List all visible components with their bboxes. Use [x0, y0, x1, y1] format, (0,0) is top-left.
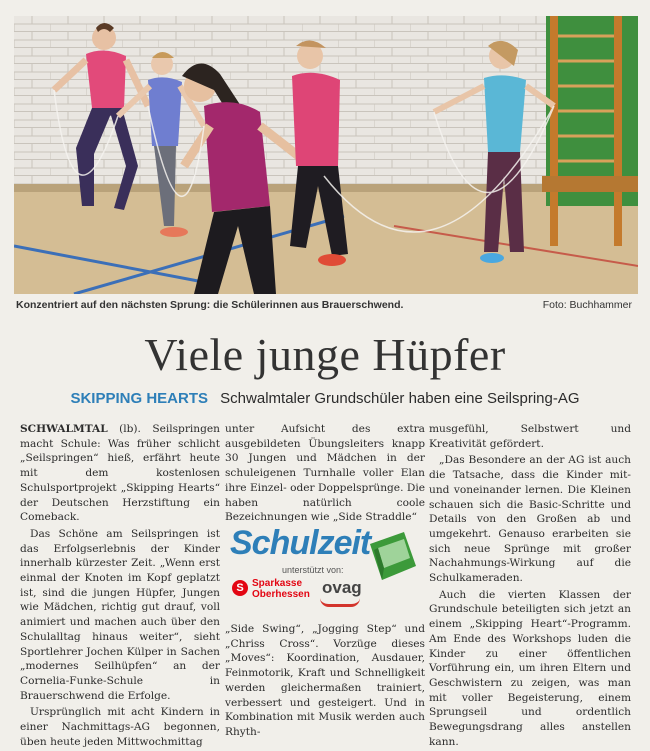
paragraph: Das Schöne am Seilspringen ist das Erfolgserlebnis der Kinder innerhalb kürzester Zeit. „Wenn erst einmal der Knoten im Kopf geplatzt ist, sind die jungen Hüpfer, Jungen wie Mädchen, richtig gut drauf, voll animiert und machen auch über den Schulalltag hinaus weiter“, sieht Sportlehrer Jochen Külper in Sachen „modernes Seilhüpfen“ an der Cornelia-Funke-Schule in Brauerschwend die Erfolge.: [20, 527, 220, 702]
sponsor-ovag: ovag: [322, 578, 362, 597]
article-column-1: [20, 422, 220, 751]
ad-title: Schulzeit: [230, 524, 371, 562]
photo-caption: Konzentriert auf den nächsten Sprung: die Schülerinnen aus Brauerschwend.: [16, 299, 404, 311]
paragraph: musgefühl, Selbstwert und Kreativität gefördert.: [429, 423, 631, 450]
sparkasse-s-icon: S: [232, 580, 248, 596]
ovag-swoosh: [320, 598, 360, 607]
dateline: SCHWALMTAL: [20, 423, 108, 435]
green-book-icon: [364, 528, 420, 584]
article-column-3: [429, 422, 631, 751]
kicker: SKIPPING HEARTS: [70, 390, 208, 407]
article-photo: [14, 16, 638, 294]
paragraph-text: (lb). Seilspringen macht Schule: Was früher schlicht „Seilspringen“ hieß, erfährt heute mit dem kostenlosen Schulsportprojekt „Skipping Hearts“ der Deutschen Herzstiftung ein Comeback.: [20, 423, 220, 524]
gym-photo-illustration: [14, 16, 638, 294]
headline: Viele junge Hüpfer: [144, 329, 506, 380]
ad-supported-by: unterstützt von:: [282, 565, 344, 575]
paragraph: unter Aufsicht des extra ausgebildeten Übungsleiters knapp 30 Jungen und Mädchen in der schuleigenen Turnhalle voller Elan ihre Einzel- oder Doppelsprünge. Die haben natürlich coole Bezeichnungen wie „Side Straddle“: [225, 423, 425, 524]
paragraph: [20, 422, 220, 525]
subheadline: Schwalmtaler Grundschüler haben eine Seilspring-AG: [220, 390, 580, 407]
photo-credit: Foto: Buchhammer: [542, 299, 632, 311]
paragraph: „Das Besondere an der AG ist auch die Tatsache, dass die Kinder mit- und voneinander lernen. Die Kleinen schauen sich die Basic-Schritte und Details von den Großen ab und umgekehrt. Genauso erarbeiten sie sich neue Sprünge mit großer Nachahmungs-Wirkung auf die Schulkameraden.: [429, 454, 631, 585]
paragraph: „Side Swing“, „Jogging Step“ und „Chriss Cross“. Vorzüge dieses „Moves“: Koordination, Ausdauer, Feinmotorik, Kraft und Schnelligkeit werden gleichermaßen trainiert, verbessert und gesteigert. Und in Kombination mit Musik werden auch Rhyth-: [225, 623, 425, 738]
subheadline-row: [0, 390, 650, 407]
paragraph: Ursprünglich mit acht Kindern in einer Nachmittags-AG begonnen, üben heute jeden Mittwochmittag: [20, 706, 220, 748]
paragraph: Auch die vierten Klassen der Grundschule beteiligten sich jetzt an einem „Skipping Heart“-Programm. Am Ende des Workshops luden die Kinder zu einer öffentlichen Vorführung ein, um ihren Eltern und Geschwistern zu zeigen, was man mit voller Begeisterung, einem Sprungseil und ordentlich Bewegungsdrang alles anstellen kann.: [429, 588, 631, 748]
schulzeit-ad: [222, 522, 428, 612]
sponsor-sparkasse: Sparkasse Oberhessen: [252, 578, 310, 600]
